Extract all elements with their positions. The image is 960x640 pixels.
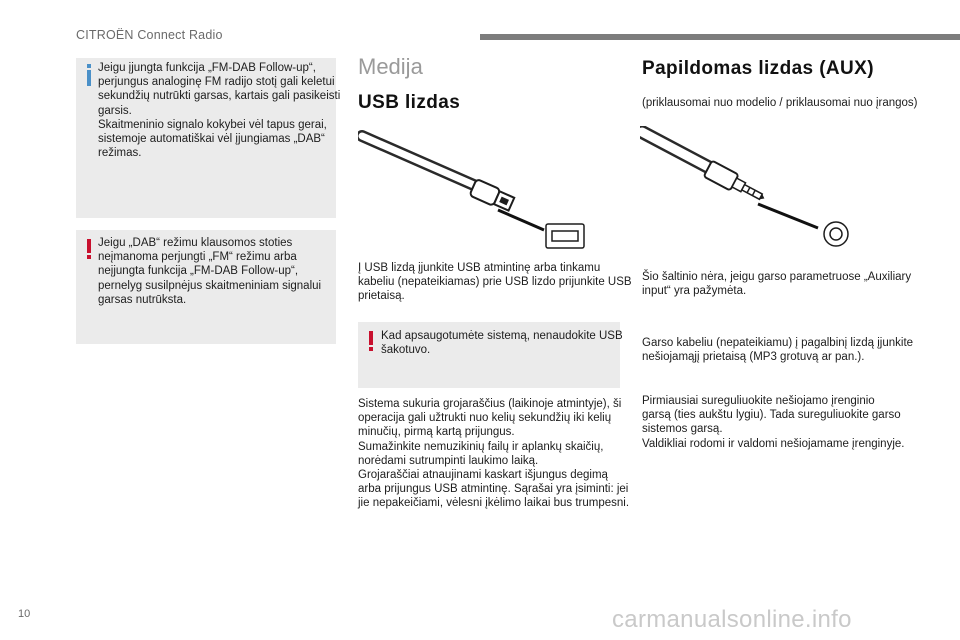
usb-intro: Į USB lizdą įjunkite USB atmintinę arba tinkamu kabeliu (nepateikiamas) prie USB lizdo prijunkite USB prietaisą. xyxy=(358,262,632,303)
warning-icon xyxy=(87,239,91,259)
usb-body: Sistema sukuria grojaraščius (laikinoje atmintyje), ši operacija gali užtrukti nuo kelių sekundžių iki kelių minučių, pirmą kartą prijungus. Sumažinkite nemuzikinių failų ir aplankų skaičių, norėdami sutrumpinti laukimo laiką. Grojaraščiai atnaujinami kaskart išjungus degimą arba prijungus USB atmintinę. Sąrašai yra įsiminti: jei jie nepakeičiami, vėlesni įkėlimo laikai bus trumpesni. xyxy=(358,398,630,510)
header-bar xyxy=(480,34,960,40)
usb-plug-illustration xyxy=(358,128,598,252)
warning-icon xyxy=(369,331,373,351)
aux-jack-illustration xyxy=(640,126,860,250)
watermark[interactable]: carmanualsonline.info xyxy=(612,606,852,633)
page-number: 10 xyxy=(18,608,31,620)
info-box-text: Jeigu įjungta funkcija „FM-DAB Follow-up“, perjungus analoginę FM radijo stotį gali keletui sekundžių nutrūkti garsas, kartais gali pasikeisti garsis. Skaitmeninio signalo kokybei vėl tapus gerai, sistemoje automatiškai vėl įjungiamas „DAB“ režimas. xyxy=(98,62,341,160)
aux-para-2: Garso kabeliu (nepateikiamu) į pagalbinį lizdą įjunkite nešiojamąjį prietaisą (MP3 grotuvą ar pan.). xyxy=(642,337,914,364)
warning-box-text: Jeigu „DAB“ režimu klausomos stoties neįmanoma perjungti „FM“ režimu arba neįjungta funkcija „FM-DAB Follow-up“, pernelyg susilpnėjus skaitmeniniam signalui garsas nutrūksta. xyxy=(98,237,322,306)
usb-subtitle: USB lizdas xyxy=(358,92,461,113)
header-title: CITROËN Connect Radio xyxy=(76,28,223,42)
aux-subtitle: Papildomas lizdas (AUX) xyxy=(642,58,874,79)
usb-warning-text: Kad apsaugotumėte sistemą, nenaudokite USB šakotuvo. xyxy=(381,330,623,357)
aux-note: (priklausomai nuo modelio / priklausomai nuo įrangos) xyxy=(642,97,918,109)
section-title: Medija xyxy=(358,54,423,79)
info-icon xyxy=(87,64,91,86)
aux-para-3: Pirmiausiai sureguliuokite nešiojamo įrenginio garsą (ties aukštu lygiu). Tada sureguliuokite garso sistemos garsą. Valdikliai rodomi ir valdomi nešiojamame įrenginyje. xyxy=(642,395,905,450)
aux-para-1: Šio šaltinio nėra, jeigu garso parametruose „Auxiliary input“ yra pažymėta. xyxy=(642,271,912,298)
